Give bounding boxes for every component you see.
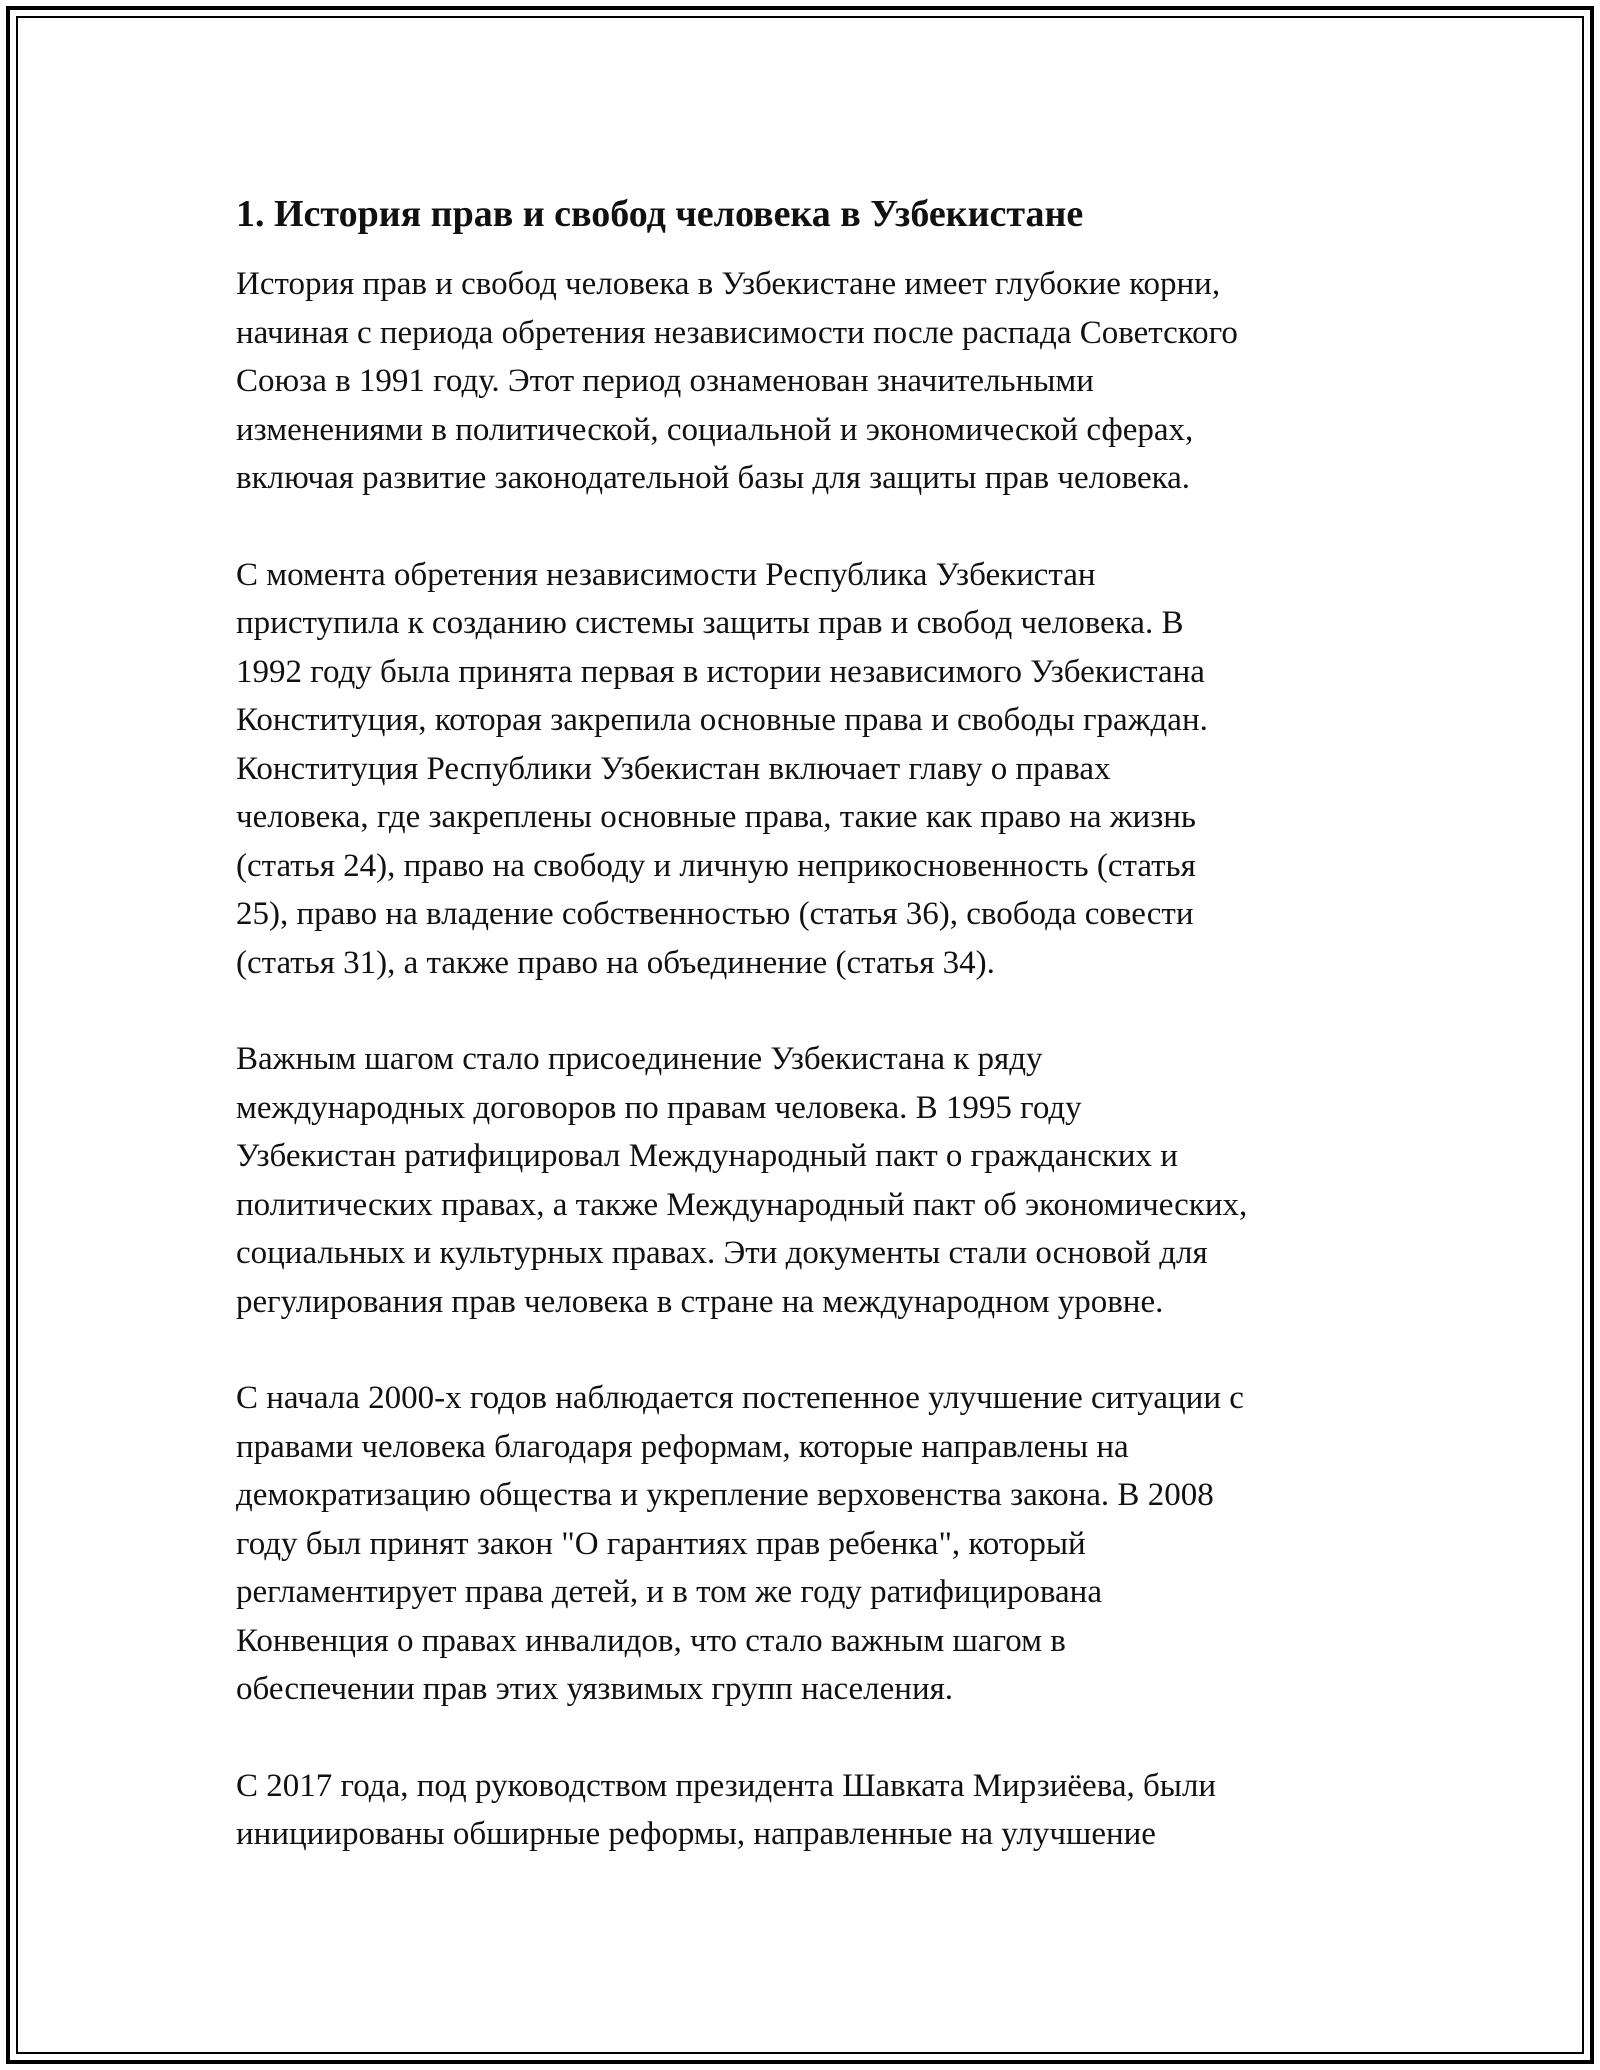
text-line: демократизацию общества и укрепление верховенства закона. В 2008 [236, 1477, 1214, 1513]
paragraph-4 [236, 1374, 1396, 1714]
text-line: Конституция Республики Узбекистан включает главу о правах [236, 750, 1111, 787]
text-line: С 2017 года, под руководством президента Шавката Мирзиёева, были [236, 1767, 1217, 1804]
text-line: изменениями в политической, социальной и экономической сферах, [236, 411, 1194, 448]
text-line: международных договоров по правам человека. В 1995 году [236, 1089, 1082, 1126]
paragraph-5 [236, 1762, 1396, 1859]
document-body [236, 186, 1396, 1907]
text-line: обеспечении прав этих уязвимых групп населения. [236, 1671, 954, 1707]
paragraph-2 [236, 551, 1396, 988]
paragraph-1 [236, 260, 1396, 503]
text-line: История прав и свобод человека в Узбекистане имеет глубокие корни, [236, 266, 1221, 302]
text-line: социальных и культурных правах. Эти документы стали основой для [236, 1235, 1208, 1271]
text-line: Союза в 1991 году. Этот период ознаменован значительными [236, 363, 1094, 399]
text-line: правами человека благодаря реформам, которые направлены на [236, 1428, 1129, 1465]
text-line: году был принят закон "О гарантиях прав ребенка", который [236, 1525, 1086, 1562]
text-line: Конституция, которая закрепила основные права и свободы граждан. [236, 702, 1208, 738]
text-line: Важным шагом стало присоединение Узбекистана к ряду [236, 1041, 1043, 1077]
text-line: включая развитие законодательной базы для защиты прав человека. [236, 460, 1191, 496]
text-line: политических правах, а также Международный пакт об экономических, [236, 1186, 1248, 1223]
paragraph-3 [236, 1035, 1396, 1326]
text-line: (статья 24), право на свободу и личную неприкосновенность (статья [236, 847, 1196, 884]
text-line: 1992 году была принята первая в истории независимого Узбекистана [236, 653, 1205, 690]
text-line: регламентирует права детей, и в том же году ратифицирована [236, 1574, 1102, 1610]
text-line: регулирования прав человека в стране на международном уровне. [236, 1283, 1164, 1320]
text-line: инициированы обширные реформы, направленные на улучшение [236, 1816, 1156, 1852]
text-line: С начала 2000-х годов наблюдается постепенное улучшение ситуации с [236, 1380, 1244, 1416]
text-line: приступила к созданию системы защиты прав и свобод человека. В [236, 605, 1184, 641]
text-line: 25), право на владение собственностью (статья 36), свобода совести [236, 896, 1194, 932]
text-line: Конвенция о правах инвалидов, что стало важным шагом в [236, 1622, 1066, 1659]
text-line: Узбекистан ратифицировал Международный пакт о гражданских и [236, 1138, 1178, 1174]
section-heading: 1. История прав и свобод человека в Узбекистане [236, 193, 1084, 235]
text-line: (статья 31), а также право на объединение (статья 34). [236, 944, 995, 981]
text-line: С момента обретения независимости Республика Узбекистан [236, 556, 1096, 593]
text-line: человека, где закреплены основные права, такие как право на жизнь [236, 799, 1196, 835]
text-line: начиная с периода обретения независимости после распада Советского [236, 314, 1238, 351]
